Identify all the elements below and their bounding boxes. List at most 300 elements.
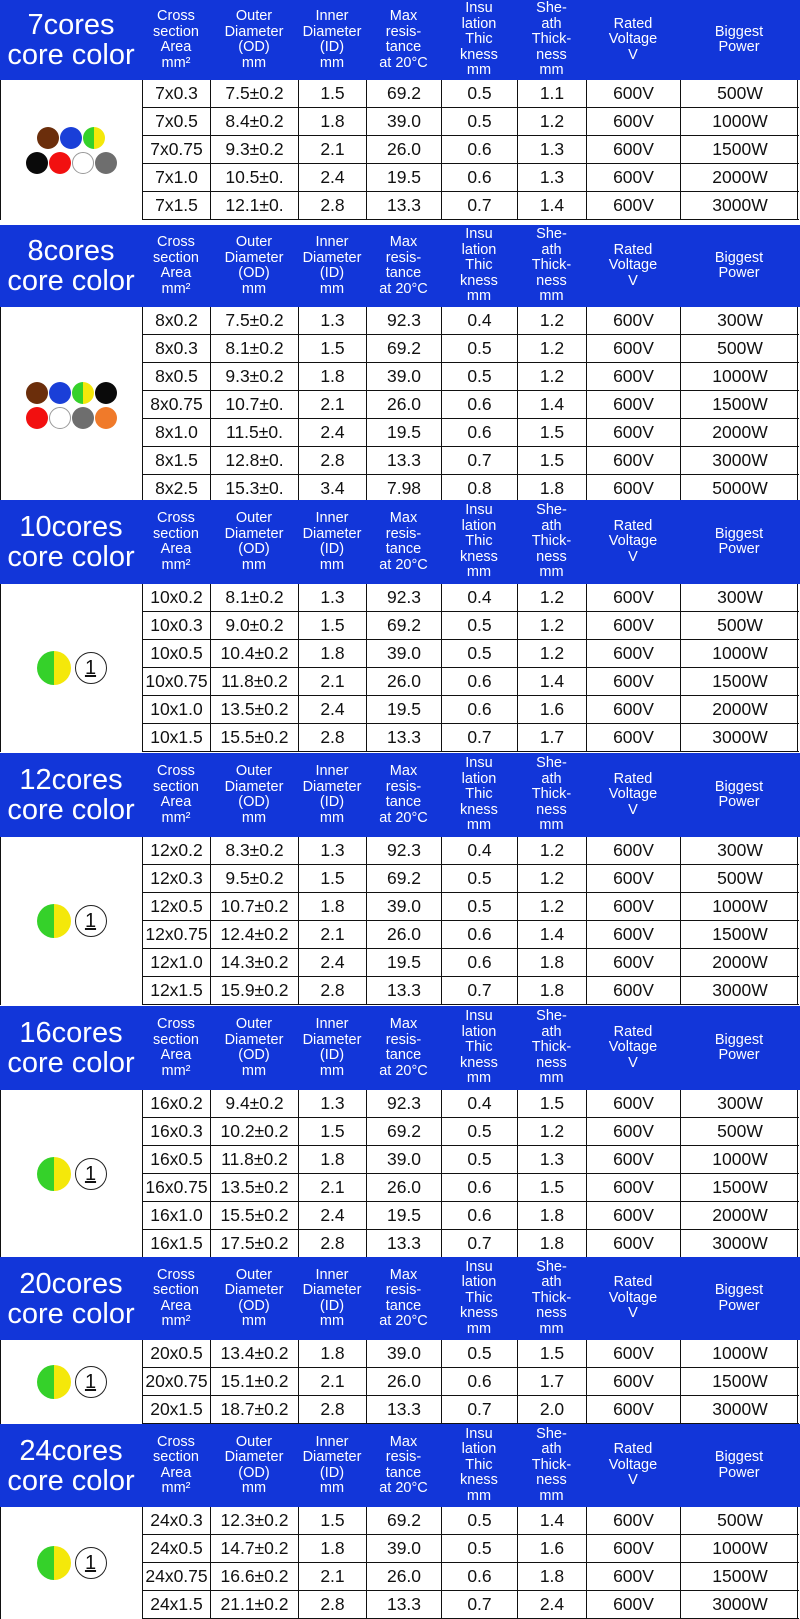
cell-od: 17.5±0.2 (211, 1230, 299, 1257)
ground-color-pair (37, 904, 107, 938)
table-row (143, 640, 799, 668)
header-power: Biggest Power (714, 1449, 764, 1481)
core-color-cell (1, 1090, 143, 1258)
cell-resistance: 26.0 (367, 1368, 442, 1395)
header-power: Biggest Power (714, 249, 764, 281)
header-voltage: Rated Voltage V (608, 1023, 658, 1071)
circled-number-icon: 1 (75, 1158, 107, 1190)
header-od: Outer Diameter (OD) mm (224, 763, 284, 826)
section-title (0, 753, 142, 837)
swatch-brown (37, 127, 59, 149)
cell-area: 12x0.75 (143, 921, 211, 948)
cell-area: 16x0.2 (143, 1090, 211, 1117)
swatch-green-yellow (83, 127, 105, 149)
cell-voltage: 600V (587, 1535, 681, 1562)
section-title (0, 500, 142, 584)
cell-area: 8x1.5 (143, 447, 211, 474)
cell-insulation: 0.6 (442, 1174, 518, 1201)
cell-resistance: 92.3 (367, 1090, 442, 1117)
header-insulation: Insu lation Thic kness mm (460, 226, 498, 305)
cell-resistance: 39.0 (367, 893, 442, 920)
cell-area: 16x1.5 (143, 1230, 211, 1257)
cell-power: 3000W (712, 195, 768, 215)
cell-area: 12x1.0 (143, 949, 211, 976)
cell-power: 3000W (712, 1594, 768, 1614)
section-body (0, 584, 798, 752)
core-color-cell (1, 1340, 143, 1424)
cell-voltage: 600V (587, 1118, 681, 1145)
cell-id: 1.5 (299, 1118, 367, 1145)
cell-power: 300W (717, 587, 763, 607)
section-12cores (0, 753, 800, 1005)
cell-od: 10.2±0.2 (211, 1118, 299, 1145)
cell-voltage: 600V (587, 1230, 681, 1257)
cell-power: 2000W (712, 167, 768, 187)
header-id: Inner Diameter (ID) mm (302, 763, 362, 826)
core-color-label: core color (7, 1047, 135, 1079)
cell-sheath: 1.7 (518, 724, 587, 751)
cell-sheath: 1.8 (518, 977, 587, 1004)
cell-id: 2.1 (299, 1563, 367, 1590)
cell-area: 8x0.5 (143, 363, 211, 390)
header-area: Cross section Area mm² (153, 1266, 199, 1329)
header-voltage: Rated Voltage V (608, 770, 658, 818)
core-color-label: core color (7, 541, 135, 573)
table-row (143, 1174, 799, 1202)
section-title (0, 1257, 142, 1340)
cell-od: 9.3±0.2 (211, 136, 299, 163)
cell-id: 2.8 (299, 1591, 367, 1618)
cell-voltage: 600V (587, 1563, 681, 1590)
header-sheath: She- ath Thick- ness mm (531, 1008, 572, 1087)
cell-power: 1500W (712, 1371, 768, 1391)
table-row (143, 391, 799, 419)
cell-insulation: 0.5 (442, 893, 518, 920)
core-color-cell (1, 307, 143, 503)
swatch-brown (26, 382, 48, 404)
cell-area: 16x0.5 (143, 1146, 211, 1173)
cell-od: 12.1±0. (211, 192, 299, 219)
cell-resistance: 39.0 (367, 1146, 442, 1173)
cell-resistance: 26.0 (367, 921, 442, 948)
cell-power: 1500W (712, 671, 768, 691)
cell-id: 1.8 (299, 640, 367, 667)
cell-resistance: 19.5 (367, 164, 442, 191)
header-power: Biggest Power (714, 525, 764, 557)
cell-id: 2.8 (299, 447, 367, 474)
core-count-label: 16cores (19, 1017, 123, 1049)
cell-power: 300W (717, 840, 763, 860)
cell-resistance: 69.2 (367, 1118, 442, 1145)
cell-resistance: 13.3 (367, 1230, 442, 1257)
cell-id: 2.8 (299, 1396, 367, 1423)
cell-sheath: 1.8 (518, 1202, 587, 1229)
circled-number-icon: 1 (75, 1366, 107, 1398)
section-body (0, 1507, 798, 1619)
cell-resistance: 19.5 (367, 696, 442, 723)
section-20cores (0, 1257, 800, 1424)
cell-sheath: 1.2 (518, 335, 587, 362)
cell-voltage: 600V (587, 724, 681, 751)
cell-voltage: 600V (587, 391, 681, 418)
core-color-cell (1, 80, 143, 220)
cell-id: 2.4 (299, 164, 367, 191)
cell-insulation: 0.6 (442, 921, 518, 948)
swatch-white (49, 407, 71, 429)
cell-id: 1.3 (299, 584, 367, 611)
section-title (0, 1006, 142, 1090)
core-count-label: 12cores (19, 764, 123, 796)
header-insulation: Insu lation Thic kness mm (460, 502, 498, 581)
header-voltage: Rated Voltage V (608, 1441, 658, 1489)
section-8cores (0, 225, 800, 503)
cell-id: 2.1 (299, 1174, 367, 1201)
cell-od: 18.7±0.2 (211, 1396, 299, 1423)
cell-power: 300W (717, 1093, 763, 1113)
cell-insulation: 0.7 (442, 192, 518, 219)
cell-resistance: 26.0 (367, 136, 442, 163)
table-row (143, 977, 799, 1005)
cell-od: 9.0±0.2 (211, 612, 299, 639)
swatch-red (26, 407, 48, 429)
table-row (143, 865, 799, 893)
header-id: Inner Diameter (ID) mm (302, 234, 362, 297)
cell-sheath: 1.8 (518, 1230, 587, 1257)
cell-resistance: 39.0 (367, 1340, 442, 1367)
header-sheath: She- ath Thick- ness mm (531, 755, 572, 834)
cell-insulation: 0.6 (442, 164, 518, 191)
cell-sheath: 1.4 (518, 192, 587, 219)
header-area: Cross section Area mm² (153, 763, 199, 826)
cell-sheath: 1.6 (518, 696, 587, 723)
cell-power: 5000W (712, 478, 768, 498)
table-row (143, 419, 799, 447)
table-row (143, 1563, 799, 1591)
header-od: Outer Diameter (OD) mm (224, 8, 284, 71)
cell-id: 2.8 (299, 1230, 367, 1257)
header-id: Inner Diameter (ID) mm (302, 510, 362, 573)
cell-resistance: 69.2 (367, 80, 442, 107)
header-insulation: Insu lation Thic kness mm (460, 1258, 498, 1337)
cell-id: 1.5 (299, 865, 367, 892)
cell-resistance: 39.0 (367, 363, 442, 390)
core-color-cell (1, 837, 143, 1005)
table-row (143, 1090, 799, 1118)
cell-area: 8x2.5 (143, 475, 211, 502)
cell-sheath: 1.4 (518, 921, 587, 948)
core-count-label: 7cores (27, 9, 115, 41)
cell-voltage: 600V (587, 865, 681, 892)
header-sheath: She- ath Thick- ness mm (531, 0, 572, 79)
cell-voltage: 600V (587, 363, 681, 390)
cell-area: 10x1.5 (143, 724, 211, 751)
cell-resistance: 26.0 (367, 1563, 442, 1590)
cell-insulation: 0.5 (442, 612, 518, 639)
cell-sheath: 1.3 (518, 1146, 587, 1173)
header-voltage: Rated Voltage V (608, 241, 658, 289)
swatch-red (49, 152, 71, 174)
cell-id: 1.8 (299, 363, 367, 390)
cell-id: 1.8 (299, 893, 367, 920)
swatch-orange (95, 407, 117, 429)
swatch-blue (60, 127, 82, 149)
section-10cores (0, 500, 800, 752)
cell-id: 2.8 (299, 192, 367, 219)
header-area: Cross section Area mm² (153, 8, 199, 71)
header-od: Outer Diameter (OD) mm (224, 1433, 284, 1496)
cell-id: 2.1 (299, 1368, 367, 1395)
cell-id: 2.4 (299, 696, 367, 723)
header-area: Cross section Area mm² (153, 1433, 199, 1496)
cell-voltage: 600V (587, 921, 681, 948)
cell-id: 1.5 (299, 80, 367, 107)
header-power: Biggest Power (714, 778, 764, 810)
table-row (143, 724, 799, 752)
cell-insulation: 0.4 (442, 1090, 518, 1117)
cell-od: 8.1±0.2 (211, 335, 299, 362)
table-row (143, 1396, 799, 1424)
cell-insulation: 0.5 (442, 1535, 518, 1562)
cell-od: 7.5±0.2 (211, 307, 299, 334)
cell-power: 2000W (712, 699, 768, 719)
table-row (143, 363, 799, 391)
cell-voltage: 600V (587, 307, 681, 334)
cell-od: 14.7±0.2 (211, 1535, 299, 1562)
cell-insulation: 0.6 (442, 419, 518, 446)
cell-insulation: 0.4 (442, 584, 518, 611)
table-row (143, 1535, 799, 1563)
cell-sheath: 1.4 (518, 668, 587, 695)
cell-voltage: 600V (587, 584, 681, 611)
ground-color-pair (37, 651, 107, 685)
green-yellow-swatch (37, 1546, 71, 1580)
cell-area: 12x0.5 (143, 893, 211, 920)
cell-sheath: 1.4 (518, 1507, 587, 1534)
cell-voltage: 600V (587, 837, 681, 864)
header-od: Outer Diameter (OD) mm (224, 234, 284, 297)
cell-power: 300W (717, 310, 763, 330)
cell-power: 2000W (712, 1205, 768, 1225)
cell-insulation: 0.5 (442, 640, 518, 667)
cell-voltage: 600V (587, 1396, 681, 1423)
table-row (143, 1118, 799, 1146)
header-id: Inner Diameter (ID) mm (302, 8, 362, 71)
cell-voltage: 600V (587, 80, 681, 107)
table-row (143, 80, 799, 108)
cell-sheath: 1.5 (518, 447, 587, 474)
section-title (0, 225, 142, 307)
cell-od: 10.7±0. (211, 391, 299, 418)
table-row (143, 949, 799, 977)
cell-power: 1500W (712, 924, 768, 944)
section-header (0, 1257, 800, 1340)
cell-insulation: 0.5 (442, 1340, 518, 1367)
table-row (143, 1230, 799, 1258)
cell-resistance: 13.3 (367, 1396, 442, 1423)
cell-power: 1000W (712, 1538, 768, 1558)
circled-number-icon: 1 (75, 905, 107, 937)
cell-sheath: 1.8 (518, 475, 587, 502)
green-yellow-swatch (37, 1157, 71, 1191)
cell-power: 2000W (712, 952, 768, 972)
core-color-cell (1, 584, 143, 752)
cell-id: 1.5 (299, 1507, 367, 1534)
ground-color-pair (37, 1365, 107, 1399)
cell-sheath: 1.8 (518, 949, 587, 976)
cell-resistance: 26.0 (367, 668, 442, 695)
cell-power: 500W (717, 83, 763, 103)
cell-area: 20x1.5 (143, 1396, 211, 1423)
header-insulation: Insu lation Thic kness mm (460, 755, 498, 834)
header-id: Inner Diameter (ID) mm (302, 1016, 362, 1079)
cell-resistance: 13.3 (367, 447, 442, 474)
table-row (143, 164, 799, 192)
section-body (0, 80, 798, 220)
cell-sheath: 1.6 (518, 1535, 587, 1562)
ground-color-pair (37, 1157, 107, 1191)
cell-resistance: 13.3 (367, 1591, 442, 1618)
section-body (0, 307, 798, 503)
cell-voltage: 600V (587, 1146, 681, 1173)
green-yellow-swatch (37, 904, 71, 938)
cell-od: 15.3±0. (211, 475, 299, 502)
cell-sheath: 1.5 (518, 1340, 587, 1367)
table-row (143, 1146, 799, 1174)
cell-sheath: 1.5 (518, 1174, 587, 1201)
cell-id: 2.4 (299, 1202, 367, 1229)
cell-id: 1.5 (299, 335, 367, 362)
cell-voltage: 600V (587, 192, 681, 219)
table-row (143, 668, 799, 696)
cell-sheath: 1.2 (518, 363, 587, 390)
cell-power: 3000W (712, 1399, 768, 1419)
cell-power: 1000W (712, 1343, 768, 1363)
cell-sheath: 2.0 (518, 1396, 587, 1423)
cell-resistance: 39.0 (367, 1535, 442, 1562)
cell-insulation: 0.6 (442, 1202, 518, 1229)
table-row (143, 136, 799, 164)
cell-insulation: 0.7 (442, 1230, 518, 1257)
cell-sheath: 1.2 (518, 307, 587, 334)
header-sheath: She- ath Thick- ness mm (531, 1258, 572, 1337)
section-header (0, 0, 800, 80)
swatch-gray (95, 152, 117, 174)
circled-number-icon: 1 (75, 1547, 107, 1579)
cell-od: 9.4±0.2 (211, 1090, 299, 1117)
table-row (143, 696, 799, 724)
table-row (143, 584, 799, 612)
swatch-black (26, 152, 48, 174)
cell-insulation: 0.6 (442, 1368, 518, 1395)
cell-insulation: 0.8 (442, 475, 518, 502)
cell-od: 11.8±0.2 (211, 1146, 299, 1173)
header-resistance: Max resis- tance at 20°C (379, 763, 428, 826)
table-row (143, 893, 799, 921)
cell-insulation: 0.7 (442, 1591, 518, 1618)
cell-id: 3.4 (299, 475, 367, 502)
cell-resistance: 69.2 (367, 865, 442, 892)
section-16cores (0, 1006, 800, 1258)
header-od: Outer Diameter (OD) mm (224, 1016, 284, 1079)
cell-od: 14.3±0.2 (211, 949, 299, 976)
cell-area: 10x0.3 (143, 612, 211, 639)
core-count-label: 24cores (19, 1434, 123, 1467)
swatch-black (95, 382, 117, 404)
table-row (143, 335, 799, 363)
header-power: Biggest Power (714, 1282, 764, 1314)
ground-color-pair (37, 1546, 107, 1580)
table-row (143, 108, 799, 136)
cell-sheath: 1.3 (518, 164, 587, 191)
cell-voltage: 600V (587, 335, 681, 362)
cell-voltage: 600V (587, 1507, 681, 1534)
cell-area: 7x1.0 (143, 164, 211, 191)
cell-od: 9.5±0.2 (211, 865, 299, 892)
cell-id: 2.4 (299, 419, 367, 446)
cell-id: 2.1 (299, 136, 367, 163)
cell-voltage: 600V (587, 136, 681, 163)
cell-id: 1.5 (299, 612, 367, 639)
cell-sheath: 1.5 (518, 1090, 587, 1117)
cell-od: 12.3±0.2 (211, 1507, 299, 1534)
cell-voltage: 600V (587, 1174, 681, 1201)
table-row (143, 192, 799, 220)
cell-od: 8.3±0.2 (211, 837, 299, 864)
header-sheath: She- ath Thick- ness mm (531, 502, 572, 581)
cell-od: 11.8±0.2 (211, 668, 299, 695)
cell-od: 15.9±0.2 (211, 977, 299, 1004)
cell-insulation: 0.6 (442, 696, 518, 723)
cell-sheath: 1.1 (518, 80, 587, 107)
cell-insulation: 0.5 (442, 335, 518, 362)
cell-voltage: 600V (587, 1202, 681, 1229)
cell-resistance: 19.5 (367, 419, 442, 446)
cell-resistance: 69.2 (367, 1507, 442, 1534)
cell-area: 16x0.75 (143, 1174, 211, 1201)
header-id: Inner Diameter (ID) mm (302, 1266, 362, 1329)
header-voltage: Rated Voltage V (608, 517, 658, 565)
section-header (0, 753, 800, 837)
cell-area: 10x1.0 (143, 696, 211, 723)
cell-power: 1000W (712, 366, 768, 386)
cell-resistance: 19.5 (367, 949, 442, 976)
cell-od: 9.3±0.2 (211, 363, 299, 390)
swatch-green-yellow (72, 382, 94, 404)
cell-insulation: 0.7 (442, 724, 518, 751)
cell-power: 1000W (712, 1149, 768, 1169)
cell-insulation: 0.7 (442, 447, 518, 474)
cell-area: 7x0.3 (143, 80, 211, 107)
cell-power: 1000W (712, 111, 768, 131)
cell-insulation: 0.5 (442, 865, 518, 892)
cell-power: 1000W (712, 896, 768, 916)
section-header (0, 225, 800, 307)
cell-area: 10x0.2 (143, 584, 211, 611)
header-resistance: Max resis- tance at 20°C (379, 1266, 428, 1329)
swatch-blue (49, 382, 71, 404)
cell-area: 24x0.5 (143, 1535, 211, 1562)
cell-voltage: 600V (587, 475, 681, 502)
cell-power: 500W (717, 1121, 763, 1141)
cell-sheath: 1.2 (518, 865, 587, 892)
cell-voltage: 600V (587, 893, 681, 920)
cell-area: 12x0.3 (143, 865, 211, 892)
cell-area: 20x0.5 (143, 1340, 211, 1367)
cell-od: 12.8±0. (211, 447, 299, 474)
cell-insulation: 0.5 (442, 1118, 518, 1145)
table-row (143, 307, 799, 335)
header-area: Cross section Area mm² (153, 234, 199, 297)
